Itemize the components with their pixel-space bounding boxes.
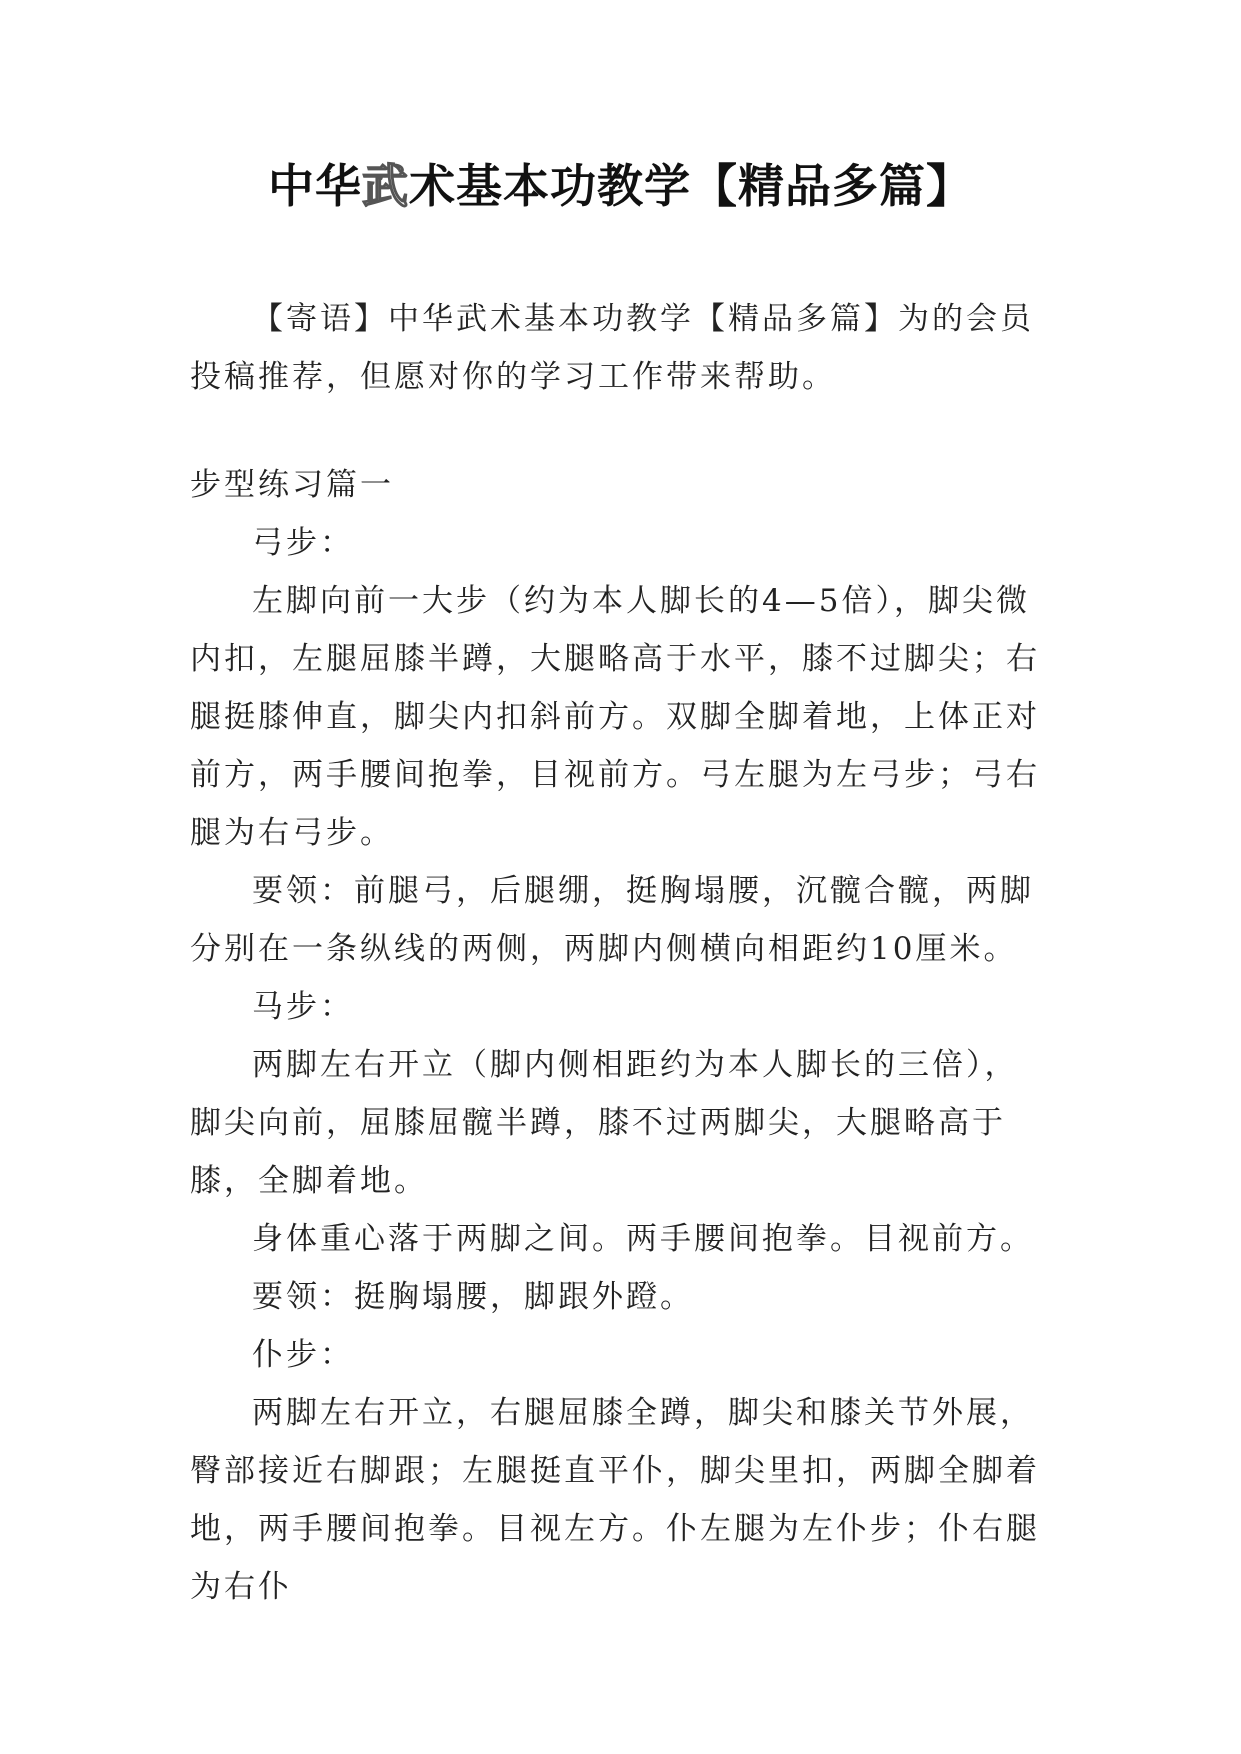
- title-outlined-character: 武: [362, 159, 409, 213]
- paragraph-mabu-key-points: 要领：挺胸塌腰，脚跟外蹬。: [252, 1279, 694, 1315]
- paragraph-mabu-description: 两脚左右开立（脚内侧相距约为本人脚长的三倍），脚尖向前，屈膝屈髋半蹲，膝不过两脚尖，大腿略高于膝，全脚着地。: [190, 1047, 1019, 1199]
- subheading-gongbu: 弓步：: [252, 525, 354, 561]
- paragraph-pubu-description: 两脚左右开立，右腿屈膝全蹲，脚尖和膝关节外展，臀部接近右脚跟；左腿挺直平仆，脚尖里扣，两脚全脚着地，两手腰间抱拳。目视左方。仆左腿为左仆步；仆右腿为右仆: [190, 1395, 1040, 1605]
- document-body: [190, 290, 1052, 1616]
- paragraph-gongbu-key-points: 要领：前腿弓，后腿绷，挺胸塌腰，沉髋合髋，两脚分别在一条纵线的两侧，两脚内侧横向相距约10厘米。: [190, 873, 1034, 967]
- section-heading: 步型练习篇一: [190, 467, 394, 503]
- paragraph-gongbu-description: 左脚向前一大步（约为本人脚长的4—5倍），脚尖微内扣，左腿屈膝半蹲，大腿略高于水平，膝不过脚尖；右腿挺膝伸直，脚尖内扣斜前方。双脚全脚着地，上体正对前方，两手腰间抱拳，目视前方。弓左腿为左弓步；弓右腿为右弓步。: [190, 583, 1040, 851]
- title-text-start: 中华: [268, 159, 362, 213]
- subheading-pubu: 仆步：: [252, 1337, 354, 1373]
- paragraph-mabu-center-of-gravity: 身体重心落于两脚之间。两手腰间抱拳。目视前方。: [252, 1221, 1034, 1257]
- title-text-end: 术基本功教学【精品多篇】: [409, 159, 973, 213]
- intro-paragraph: 【寄语】中华武术基本功教学【精品多篇】为的会员投稿推荐，但愿对你的学习工作带来帮助。: [190, 301, 1034, 395]
- subheading-mabu: 马步：: [252, 989, 354, 1025]
- document-title: [0, 150, 1241, 216]
